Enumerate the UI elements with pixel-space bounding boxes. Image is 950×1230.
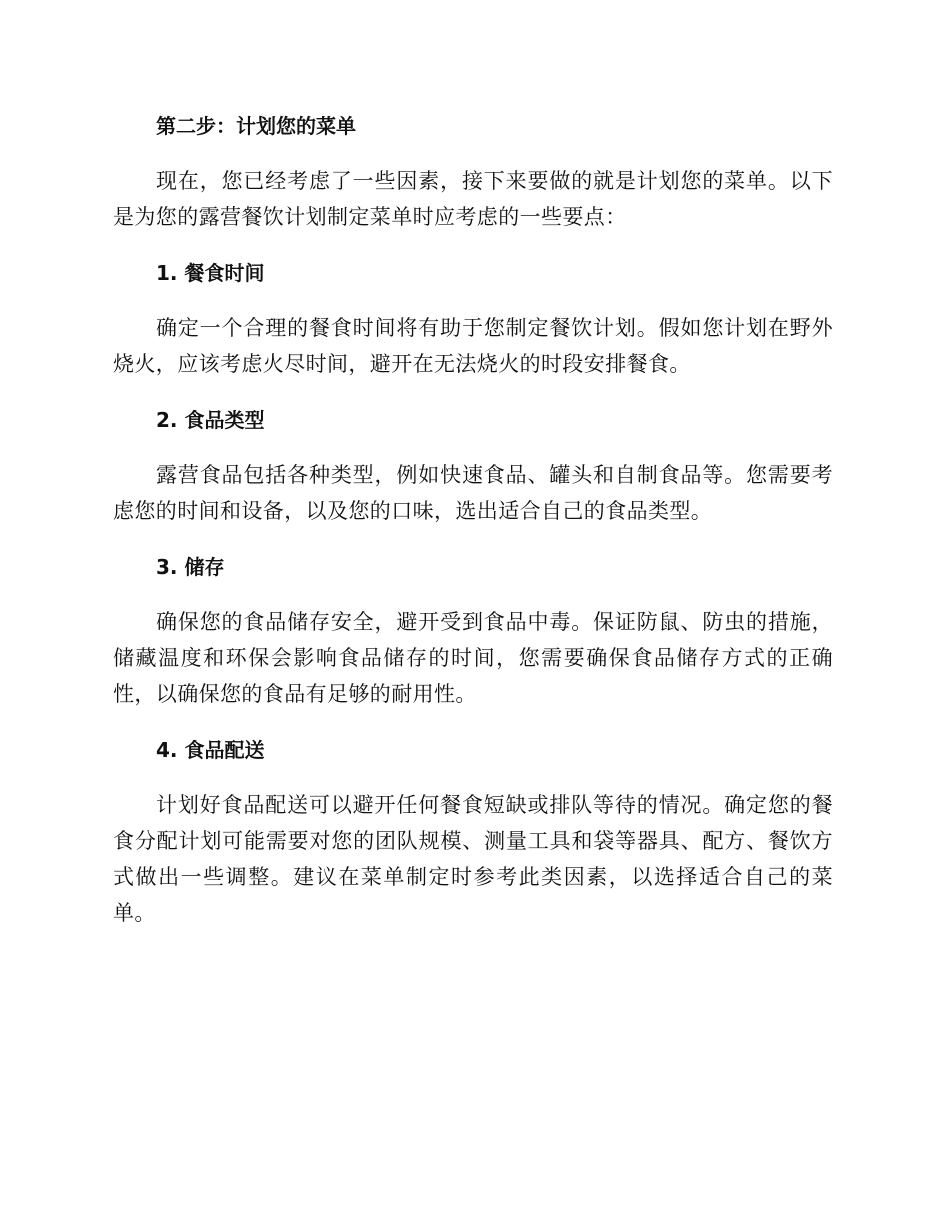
section-heading-storage: 3. 储存 (156, 555, 225, 579)
section-body-storage: 确保您的食品储存安全，避开受到食品中毒。保证防鼠、防虫的措施，储藏温度和环保会影响食品储存的时间，您需要确保食品储存方式的正确性，以确保您的食品有足够的耐用性。 (113, 610, 833, 706)
section-heading-meal-time: 1. 餐食时间 (156, 261, 265, 285)
step-heading: 第二步：计划您的菜单 (156, 114, 356, 138)
section-body-meal-time: 确定一个合理的餐食时间将有助于您制定餐饮计划。假如您计划在野外烧火，应该考虑火尽时间，避开在无法烧火的时段安排餐食。 (113, 316, 833, 376)
section-body-food-distribution: 计划好食品配送可以避开任何餐食短缺或排队等待的情况。确定您的餐食分配计划可能需要对您的团队规模、测量工具和袋等器具、配方、餐饮方式做出一些调整。建议在菜单制定时参考此类因素，以选择适合自己的菜单。 (113, 793, 833, 925)
intro-paragraph: 现在，您已经考虑了一些因素，接下来要做的就是计划您的菜单。以下是为您的露营餐饮计划制定菜单时应考虑的一些要点： (113, 169, 833, 229)
section-body-food-type: 露营食品包括各种类型，例如快速食品、罐头和自制食品等。您需要考虑您的时间和设备，以及您的口味，选出适合自己的食品类型。 (113, 463, 833, 523)
section-heading-food-type: 2. 食品类型 (156, 408, 265, 432)
section-heading-food-distribution: 4. 食品配送 (156, 738, 265, 762)
document-content (113, 110, 833, 931)
